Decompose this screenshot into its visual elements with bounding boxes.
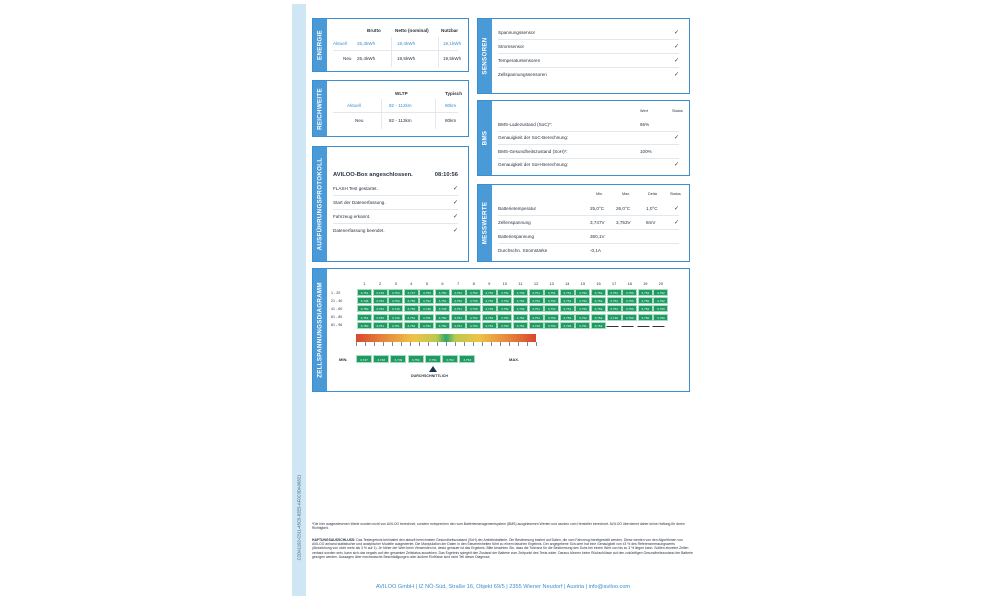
energie-title: ENERGIE	[316, 30, 324, 60]
voltage-cell: 3,748	[607, 314, 622, 321]
energie-row-label: Neu	[343, 56, 352, 61]
protokoll-panel	[312, 146, 469, 262]
gradient-tick	[428, 342, 429, 346]
check-icon: ✓	[452, 186, 458, 192]
voltage-cell: 3,751	[451, 305, 466, 312]
voltage-cell: 3,752	[482, 297, 497, 304]
footnote: *Die hier ausgewiesenen Werte wurden nicht von AVILOO berechnet, sondern entsprechen den vom Batteriemanagementsystem (BMS) ausgelesenen Werten und wurden vom Hersteller berechnet. AVILOO übernimmt daher keine Haftung für deren Richtigkeit.	[312, 522, 685, 531]
messwerte-max: 26,0°C	[616, 206, 631, 211]
messwerte-row-label: Zellenspannung	[498, 220, 531, 225]
voltage-cell: 3,751	[482, 322, 497, 329]
grid-row-label: 41 - 60	[331, 306, 343, 311]
voltage-cell: 3,751	[451, 314, 466, 321]
grid-column-header: 3	[394, 281, 397, 286]
voltage-cell: 3,750	[388, 297, 403, 304]
grid-column-header: 4	[410, 281, 413, 286]
legend-cell: 3,749	[390, 355, 406, 363]
voltage-cell: 3,750	[373, 305, 388, 312]
voltage-cell: 3,750	[451, 297, 466, 304]
voltage-cell: 3,752	[591, 297, 606, 304]
voltage-cell: 3,750	[653, 305, 668, 312]
grid-column-header: 18	[627, 281, 632, 286]
reichweite-col-divider	[381, 99, 382, 129]
bms-row-label: Genauigkeit der SoH-Berechnung:	[498, 162, 569, 167]
legend-cell: 3,750	[408, 355, 424, 363]
protokoll-divider	[333, 223, 458, 224]
serial-number: C2DA1192-C511-45C5-82E5-AF0C3DA06821	[296, 474, 302, 561]
energie-cell: 19,5kWh	[443, 56, 462, 61]
messwerte-header-status: Status	[670, 192, 681, 196]
voltage-cell: 3,751	[497, 289, 512, 296]
grid-row-label: 21 - 40	[331, 298, 343, 303]
gradient-tick	[365, 342, 366, 346]
grid-column-header: 19	[643, 281, 648, 286]
voltage-cell: 3,752	[482, 289, 497, 296]
zellspannung-panel	[312, 268, 690, 392]
voltage-cell: 3,750	[638, 314, 653, 321]
reichweite-panel	[312, 80, 469, 137]
voltage-cell: 3,749	[435, 305, 450, 312]
voltage-cell: 3,752	[575, 314, 590, 321]
messwerte-title: MESSWERTE	[481, 201, 489, 245]
grid-column-header: 17	[611, 281, 617, 286]
reichweite-cell: 80km	[445, 118, 457, 123]
voltage-cell: 3,751	[529, 289, 544, 296]
disclaimer	[312, 538, 694, 559]
voltage-cell: 3,750	[404, 305, 419, 312]
voltage-cell: 3,749	[513, 289, 528, 296]
voltage-cell: 3,752	[591, 289, 606, 296]
voltage-cell: 3,750	[544, 297, 559, 304]
sensoren-panel	[477, 18, 690, 94]
messwerte-delta: 1,0°C	[646, 206, 658, 211]
empty-cell	[652, 320, 670, 327]
voltage-cell: 3,751	[404, 314, 419, 321]
protokoll-item: Fahrzeug erkannt.	[333, 214, 371, 219]
voltage-cell: 3,748	[560, 322, 575, 329]
voltage-cell: 3,751	[497, 314, 512, 321]
gradient-tick	[500, 342, 501, 346]
messwerte-min: 360,1V	[590, 234, 605, 239]
voltage-cell: 3,752	[513, 314, 528, 321]
voltage-cell: 3,751	[451, 322, 466, 329]
voltage-cell: 3,750	[575, 305, 590, 312]
voltage-cell: 3,752	[419, 322, 434, 329]
bms-title: BMS	[481, 130, 489, 146]
energie-row-label: Aktuell	[333, 41, 347, 46]
legend-min-label: MIN.	[339, 357, 348, 362]
gradient-tick	[383, 342, 384, 346]
zellspannung-title: ZELLSPANNUNGSDIAGRAMM	[316, 282, 324, 378]
messwerte-row-label: Durchschn. Stromstärke	[498, 248, 548, 253]
grid-column-header: 8	[472, 281, 475, 286]
gradient-tick	[392, 342, 393, 346]
energie-panel	[312, 18, 469, 72]
messwerte-panel	[477, 184, 690, 262]
grid-column-header: 12	[533, 281, 539, 286]
gradient-tick	[446, 342, 447, 346]
messwerte-header-delta: Delta	[648, 192, 657, 196]
voltage-cell: 3,749	[482, 305, 497, 312]
gradient-tick	[455, 342, 456, 346]
energie-cell: 19,4kWh	[397, 41, 416, 46]
cell-voltage-grid	[313, 269, 689, 391]
check-icon: ✓	[673, 30, 679, 36]
gradient-tick	[401, 342, 402, 346]
voltage-cell: 3,750	[357, 305, 372, 312]
messwerte-row-label: Batteriespannung	[498, 234, 535, 239]
voltage-cell: 3,750	[373, 297, 388, 304]
voltage-cell: 3,751	[357, 289, 372, 296]
voltage-cell: 3,750	[435, 314, 450, 321]
grid-column-header: 13	[549, 281, 554, 286]
reichweite-col-divider	[435, 99, 436, 129]
reichweite-header-typisch: Typisch	[445, 91, 463, 96]
energie-cell: 19,5kWh	[397, 56, 416, 61]
gradient-tick	[464, 342, 465, 346]
voltage-cell: 3,750	[419, 289, 434, 296]
gradient-tick	[419, 342, 420, 346]
voltage-cell: 3,752	[497, 297, 512, 304]
messwerte-min: 3,747V	[590, 220, 605, 225]
voltage-cell: 3,752	[591, 305, 606, 312]
voltage-cell: 3,750	[622, 314, 637, 321]
grid-row-label: 81 - 96	[331, 323, 343, 328]
legend-cell: 3,748	[373, 355, 389, 363]
voltage-cell: 3,750	[544, 322, 559, 329]
reichweite-row-label: Aktuell	[347, 103, 361, 108]
disclaimer-text: Das Testergebnis beinhaltet den aktuell berechneten Gesundheitszustand (SoH) der Antriebsbatterie. Die Bestimmung basiert auf Daten, die vom Fahrzeug bereitgestellt werden. Diese werden von den Algorithmen von AVILOO anhand statistischer und analytischer Modelle ausgewertet. Die Manipulation der Daten in den Steuereinheiten führt zu einem falschen Ergebnis. Der angegebene Soh-wert hat eine Genauigkeit von ±3 % des Referenzmessungswerts (Abweichung von nicht mehr als 3 % auf 1). Je höher der Wert beim Verwenden ist, desto genauer ist das Ergebnis. Bitte beachten Sie, dass die Toleranz für die Bestimmung des Sohs bei einem Wert von bis zu 3 % liegen kann. Sollten einzelne Zellen verbaut worden sein, kann sich das negativ auf den gesamten Zellstatus auswirken. Das Ergebnis spiegelt den Zustand der Batterie zum Zeitpunkt des Tests wider. Daraus können keine Rückschlüsse auf den zukünftigen Gesundheitszustand der Batterie gezogen werden. Aussagen über mechanische Beschädigungen oder äußere Einflüsse sind nicht Teil dieser Diagnose.	[312, 538, 693, 559]
voltage-cell: 3,750	[638, 297, 653, 304]
voltage-cell: 3,752	[575, 297, 590, 304]
grid-column-header: 7	[456, 281, 460, 286]
voltage-cell: 3,749	[529, 322, 544, 329]
messwerte-row-label: Batterietemperatur	[498, 206, 537, 211]
messwerte-min: 25,0°C	[590, 206, 605, 211]
bms-header-status: Status	[672, 109, 683, 113]
reichweite-row-label: Neu	[355, 118, 364, 123]
gradient-tick	[356, 342, 357, 346]
grid-column-header: 11	[518, 281, 523, 286]
check-icon: ✓	[452, 200, 458, 206]
grid-column-header: 14	[565, 281, 570, 286]
grid-column-header: 16	[596, 281, 601, 286]
bms-divider	[498, 158, 679, 159]
bms-row-value: 100%	[640, 149, 652, 154]
bms-row-value: 65%	[640, 122, 650, 127]
energie-row-divider	[333, 50, 458, 51]
voltage-cell: 3,748	[419, 305, 434, 312]
voltage-cell: 3,751	[357, 314, 372, 321]
energie-col-divider	[438, 37, 439, 67]
check-icon: ✓	[673, 44, 679, 50]
gradient-tick	[482, 342, 483, 346]
voltage-cell: 3,752	[607, 297, 622, 304]
voltage-cell: 3,752	[591, 314, 606, 321]
legend-average-label: DURCHSCHNITTLICH	[411, 374, 448, 378]
voltage-cell: 3,752	[560, 297, 575, 304]
sensor-item: Zellspannungssensoren	[498, 72, 547, 77]
protokoll-item: Datenerfassung beendet.	[333, 228, 385, 233]
voltage-cell: 3,750	[357, 322, 372, 329]
bms-divider	[498, 144, 679, 145]
bms-header-wert: Wert	[640, 109, 648, 113]
voltage-cell: 3,750	[435, 322, 450, 329]
voltage-cell: 3,752	[497, 322, 512, 329]
voltage-cell: 3,750	[466, 305, 481, 312]
legend-cell: 3,751	[425, 355, 441, 363]
voltage-cell: 3,753	[388, 289, 403, 296]
check-icon: ✓	[673, 58, 679, 64]
voltage-cell: 3,752	[607, 305, 622, 312]
protokoll-heading: AVILOO-Box angeschlossen.	[333, 172, 413, 178]
voltage-cell: 3,750	[466, 297, 481, 304]
gradient-tick	[491, 342, 492, 346]
voltage-cell: 3,752	[466, 289, 481, 296]
voltage-cell: 3,752	[607, 289, 622, 296]
sensor-item: Stromsensor	[498, 44, 525, 49]
report-page	[292, 4, 702, 596]
voltage-cell: 3,750	[622, 289, 637, 296]
voltage-cell: 3,748	[357, 297, 372, 304]
voltage-cell: 3,751	[529, 314, 544, 321]
check-icon: ✓	[452, 214, 458, 220]
energie-header-brutto: Brutto	[367, 28, 381, 33]
voltage-cell: 3,750	[622, 305, 637, 312]
voltage-cell: 3,750	[544, 314, 559, 321]
gradient-tick	[527, 342, 528, 346]
voltage-cell: 3,751	[419, 314, 434, 321]
protokoll-divider	[333, 209, 458, 210]
protokoll-item: Start der Datenerfassung.	[333, 200, 386, 205]
gradient-tick	[437, 342, 438, 346]
voltage-cell: 3,749	[513, 305, 528, 312]
reichweite-row-divider	[333, 112, 458, 113]
protokoll-time: 08:10:56	[434, 172, 458, 178]
energie-cell: 19,1kWh	[443, 41, 462, 46]
messwerte-divider	[498, 229, 679, 230]
sensoren-title: SENSOREN	[481, 37, 489, 75]
legend-cell: 3,752	[442, 355, 458, 363]
bms-divider	[498, 131, 679, 132]
voltage-cell: 3,752	[419, 297, 434, 304]
sensor-divider	[498, 39, 679, 40]
grid-column-header: 10	[502, 281, 508, 286]
voltage-cell: 3,750	[435, 289, 450, 296]
voltage-cell: 3,749	[388, 314, 403, 321]
check-icon: ✓	[673, 162, 679, 168]
check-icon: ✓	[673, 206, 679, 212]
voltage-cell: 3,751	[575, 322, 590, 329]
legend-cell: 3,753	[459, 355, 475, 363]
voltage-cell: 3,750	[404, 297, 419, 304]
voltage-cell: 3,752	[404, 322, 419, 329]
disclaimer-title: HAFTUNGSAUSSCHLUSS:	[312, 538, 356, 542]
grid-column-header: 2	[378, 281, 382, 286]
energie-cell: 25,4kWh	[357, 56, 376, 61]
grid-column-header: 20	[658, 281, 664, 286]
voltage-cell: 3,753	[466, 322, 481, 329]
grid-column-header: 9	[488, 281, 491, 286]
voltage-gradient-bar	[356, 334, 536, 342]
legend-cell: 3,747	[356, 355, 372, 363]
reichweite-title: REICHWEITE	[316, 87, 324, 130]
check-icon: ✓	[673, 220, 679, 226]
bms-row-label: Genauigkeit der SoC-Berechnung:	[498, 135, 569, 140]
bms-panel	[477, 100, 690, 176]
grid-row-label: 1 - 20	[331, 290, 341, 295]
messwerte-divider	[498, 243, 679, 244]
messwerte-header-min: Min.	[596, 192, 604, 196]
energie-header-nutzbar: Nutzbar	[441, 28, 459, 33]
voltage-cell: 3,752	[653, 297, 668, 304]
messwerte-max: 3,753V	[616, 220, 631, 225]
messwerte-header-max: Max.	[622, 192, 631, 196]
voltage-cell: 3,751	[529, 305, 544, 312]
voltage-cell: 3,752	[544, 305, 559, 312]
voltage-cell: 3,750	[622, 297, 637, 304]
company-footer: AVILOO GmbH | IZ NÖ-Süd, Straße 16, Objekt 69/5 | 2355 Wiener Neudorf | Austria | info@aviloo.com	[375, 584, 631, 590]
voltage-cell: 3,752	[435, 297, 450, 304]
check-icon: ✓	[673, 135, 679, 141]
voltage-cell: 3,751	[560, 289, 575, 296]
voltage-cell: 3,752	[451, 289, 466, 296]
grid-row-label: 61 - 80	[331, 315, 343, 320]
voltage-cell: 3,751	[513, 322, 528, 329]
grid-column-header: 5	[425, 281, 428, 286]
voltage-cell: 3,752	[638, 305, 653, 312]
voltage-cell: 3,752	[638, 289, 653, 296]
gradient-tick	[509, 342, 510, 346]
voltage-cell: 3,749	[373, 289, 388, 296]
voltage-cell: 3,749	[388, 305, 403, 312]
sensor-item: Spannungssensor	[498, 30, 536, 35]
protokoll-title: AUSFÜHRUNGSPROTOKOLL	[316, 157, 324, 251]
voltage-cell: 3,752	[560, 314, 575, 321]
voltage-cell: 3,751	[388, 322, 403, 329]
voltage-cell: 3,752	[466, 314, 481, 321]
gradient-tick	[473, 342, 474, 346]
gradient-tick	[518, 342, 519, 346]
reichweite-cell: 80km	[445, 103, 457, 108]
voltage-cell: 3,747	[404, 289, 419, 296]
protokoll-item: FLASH Test gestartet.	[333, 186, 378, 191]
average-marker-icon	[429, 366, 437, 372]
reichweite-cell: 82 - 112km	[389, 103, 412, 108]
sensor-divider	[498, 53, 679, 54]
messwerte-delta: 6mV	[646, 220, 656, 225]
voltage-cell: 3,751	[497, 305, 512, 312]
grid-column-header: 6	[441, 281, 444, 286]
voltage-cell: 3,750	[373, 314, 388, 321]
gradient-tick	[374, 342, 375, 346]
reichweite-cell: 82 - 113km	[389, 118, 412, 123]
messwerte-divider	[498, 215, 679, 216]
bms-row-label: BMS-Ladezustand (SoC)*:	[498, 122, 553, 127]
voltage-cell: 3,750	[653, 314, 668, 321]
energie-col-divider	[391, 37, 392, 67]
reichweite-header-wltp: WLTP	[395, 91, 408, 96]
protokoll-divider	[333, 195, 458, 196]
check-icon: ✓	[673, 72, 679, 78]
voltage-cell: 3,752	[575, 289, 590, 296]
messwerte-min: -0,1A	[590, 248, 601, 253]
voltage-cell: 3,751	[544, 289, 559, 296]
voltage-cell: 3,751	[373, 322, 388, 329]
bms-row-label: BMS-Gesundheitszustand (SoH)*:	[498, 149, 568, 154]
sensor-divider	[498, 67, 679, 68]
check-icon: ✓	[452, 228, 458, 234]
voltage-cell: 3,751	[560, 305, 575, 312]
gradient-tick	[410, 342, 411, 346]
energie-cell: 25,3kWh	[357, 41, 376, 46]
grid-column-header: 1	[363, 281, 366, 286]
sensor-item: Temperatursensoren	[498, 58, 541, 63]
voltage-cell: 3,752	[529, 297, 544, 304]
voltage-cell: 3,752	[653, 289, 668, 296]
gradient-tick	[536, 342, 537, 346]
energie-header-netto: Netto (nominal)	[395, 28, 429, 33]
voltage-cell: 3,752	[482, 314, 497, 321]
grid-column-header: 15	[580, 281, 586, 286]
voltage-cell: 3,752	[591, 322, 606, 329]
voltage-cell: 3,752	[513, 297, 528, 304]
legend-max-label: MAX.	[509, 357, 519, 362]
